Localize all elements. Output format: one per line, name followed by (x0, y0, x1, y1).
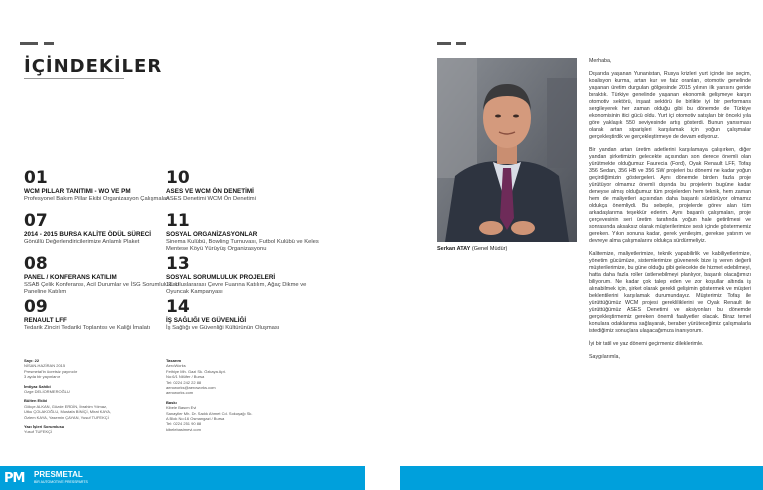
credit-line: No:6/1 Nilüfer / Bursa (166, 374, 205, 380)
credit-label: Baskı (166, 399, 177, 405)
closing: Saygılarımla, (589, 354, 620, 360)
credit-line: kibelebasimevi.com (166, 426, 201, 432)
caption-role: (Genel Müdür) (471, 246, 508, 252)
credit-label: Bülten Ekibi (24, 398, 48, 404)
credit-line: aeroworks.com (166, 390, 194, 396)
credit-line: Gökçe ALKAN, Gözde ERDİN, İbrahim Yılmaz, (24, 403, 108, 409)
credit-line: Utku ÇOLAKOĞLU, Mustafa BİNİÇİ, Mirat KAYA, (24, 409, 111, 415)
credits-column-left (24, 358, 174, 439)
toc-heading: WCM PILLAR TANITIMI - WO VE PM (24, 188, 131, 195)
credit-block (24, 424, 174, 435)
credit-block (24, 384, 174, 395)
letter-body (589, 58, 751, 367)
toc-description: Tedarik Zinciri Tedariki Toplantısı ve Kaliği İmalatı (24, 325, 151, 331)
credit-line: A Blok No:16 Osmangazi / Bursa (166, 416, 225, 422)
toc-heading: SOSYAL SORUMLULUK PROJELERİ (166, 274, 276, 281)
footer-bar-right (400, 466, 763, 490)
photo-caption (437, 246, 507, 252)
toc-heading: SOSYAL ORGANİZASYONLAR (166, 231, 258, 238)
brand-subtitle: BİR AUTOMOTIVE PRESSPARTS (34, 480, 88, 484)
toc-item[interactable] (24, 213, 184, 246)
toc-page-number: 14 (166, 297, 190, 317)
credit-label: Sayı: 22 (24, 358, 40, 363)
toc-item[interactable] (166, 256, 326, 296)
toc-page-number: 01 (24, 168, 48, 188)
credit-block (24, 358, 174, 380)
credit-line: Presmetal'in ücretsiz yayınıdır (24, 368, 78, 374)
toc-description: Profesyonel Bakım Pillar Ekibi Organizasyon Çalışmaları (24, 196, 170, 202)
pm-logo-icon: PM (4, 471, 25, 486)
letter-paragraph: Bir yandan artan üretim adetlerini karşılamaya çalışırken, diğer yandan şirketimizin gelecekte açısından son derece önemli olan yürütmekte olduğumuz Faurecia (Ford), Oyak Renault LFF, Tofaş 356 Sedan, 356 HB ve 356 SW projeleri bu dönemi ne kadar yoğun geçirdiğimizin göstergeleri. Aynı dönemde birden fazla proje yürütüyor olmamız önemli dışında bu projelerin bugüne kadar deneyse almış olduğumuz tüm projelerden hem teknik, hem zaman hem de maliyetleri açısından daha başarılı sürdürüyor olmamız oldukça önemliydi. Bu sebeple, projelerde görev alan tüm arkadaşlarıma teşekkür ederim. Aynı başarılı çalışmaları, proje çerçevesinin seri üretim tarafında yoğun hale getirilmesi ve sonrasında aksaksız olarak müşterilerimize seslı içinde göstermemiz gereken. Yıkın sonuna kadar, gerek yenileşim, gerekse yatırım ve devreye alma çalışmalarını oldukça sürdürmeliyiz. (589, 147, 751, 244)
toc-item[interactable] (24, 256, 184, 296)
toc-item[interactable] (24, 299, 184, 332)
toc-description: ASES Denetimi WCM Ön Denetimi (166, 196, 256, 202)
toc-heading: ASES VE WCM ÖN DENETİMİ (166, 188, 254, 195)
credit-line: NİSAN-HAZİRAN 2015 (24, 363, 66, 369)
toc-description: Gönüllü Değerlendiricilerimize Anlamlı Plaket (24, 239, 140, 245)
credit-line: AeroWorks (166, 363, 186, 369)
decorative-rule (456, 42, 466, 45)
letter-paragraph: İyi bir tatil ve yaz dönemi geçirmeniz dileklerimle. (589, 341, 704, 347)
brand-logo (4, 469, 88, 487)
credit-block (166, 400, 316, 432)
toc-heading: İŞ SAĞLIĞI VE GÜVENLİĞİ (166, 317, 247, 324)
toc-page-number: 08 (24, 254, 48, 274)
footer-bar (0, 466, 365, 490)
portrait-photo (437, 58, 577, 242)
toc-description: 11. Uluslararası Çevre Fuarına Katılım, Ağaç Dikme ve Oyuncak Kampanyası (166, 282, 307, 295)
toc-page-number: 13 (166, 254, 190, 274)
letter-paragraph: Kalitemize, maliyetlerimize, teknik yapabilirlik ve kabiliyetlerimize, yönetim gücümüze, sistemlerimize güvenerek bize iş veren değerli müşterilerimize, bu güne olduğu gibi gelecekte de hizmet edebilmeyi, hatta daha fazla roller üstlenebilmeyi planlıyor, başarılı olacağımızı biliyorum. Ne kadar çok talep eden ve zor koşullar altında iş alınabilmek için, şirket olarak gerekli gelişimin göstermek ve müşteri beklentilerini karşılamak durumundayız. Müşterimiz Tofaş ile yürüttüğümüz WCM projesi gerekliliklerini ve Oyak Renault ile yürüttüğümüz ASES Denetimi ve aksiyonları bu dönemde gerçekleştirmemiz gereken önemli faaliyetler olacak. Biraz temel konulara odaklanma sağlayarak, beraber yürüteceğimiz çalışmalarla istediğimiz sonuçlara ulaşacağımıza inanıyorum. (589, 251, 751, 334)
page-gutter (365, 0, 400, 490)
letter-paragraph: Dışarıda yaşanan Yunanistan, Rusya krizleri yurt içinde ise seçim, koalisyon kurma, artan kur ve faiz oranları, otomotiv genelinde yaşanan üretim durgulan gölgesinde 2015 yılının ilk yarısını geride bıraktık. Türkiye genelinde yaşanan ekonomik gelişmeye karşın otomotiv sektörü, inşaat sektörü ile birlikte iyi bir performans sergileyerek her zaman olduğu gibi bu dönemde de Türkiye ekonomisinin itici gücü oldu. Yurt içi otomotiv satışları bir önceki yıla göre yaklaşık 550 seviyesinde artış gösterdi. Bunun yansıması olarak artan siparişleri karşılamak için yoğun çalışmalar gerçekleştirdik ve gerçekleştirmeye de devam ediyoruz. (589, 71, 751, 140)
toc-description: Sinema Kulübü, Bowling Turnuvası, Futbol Kulübü ve Keles Mentese Köyü Yürüyüş Organizasyonu (166, 239, 319, 252)
toc-page-number: 09 (24, 297, 48, 317)
toc-page-number: 07 (24, 211, 48, 231)
credit-line: 3 ayda bir yayınlanır (24, 374, 61, 380)
greeting: Merhaba, (589, 58, 612, 64)
toc-description: SSAB Çelik Konferansı, Acil Durumlar ve İSG Sorumlulukları Paneline Katılım (24, 282, 180, 295)
credit-block (166, 358, 316, 396)
page-title: İÇİNDEKİLER (24, 56, 163, 77)
credit-label: Yazı İşleri Sorumlusu (24, 424, 65, 430)
credit-line: Sanayiler Mh. Dr. Sadık Ahmet Cd. Sokuşağı Sk. (166, 410, 253, 416)
toc-item[interactable] (166, 299, 326, 332)
toc-item[interactable] (166, 213, 326, 253)
toc-page-number: 10 (166, 168, 190, 188)
credits-column-right (166, 358, 316, 436)
credit-line: Özlem KAYA, Yasemin ÇAYAN, Yusuf TUFEKÇİ (24, 414, 109, 420)
left-page (0, 0, 365, 490)
credit-label: Tasarım (166, 358, 182, 363)
brand-name: PRESMETAL (34, 470, 83, 479)
decorative-rule (437, 42, 451, 45)
credit-line: aeroworks@aeroworks.com (166, 385, 216, 391)
caption-name: Serkan ATAY (437, 246, 471, 252)
right-page (400, 0, 763, 490)
toc-heading: PANEL / KONFERANS KATILIM (24, 274, 117, 281)
credit-label: İmtiyaz Sahibi (24, 383, 51, 389)
toc-heading: RENAULT LFF (24, 317, 67, 324)
portrait-illustration (437, 58, 577, 242)
decorative-rule (44, 42, 54, 45)
credit-line: Tel: 0224 242 22 88 (166, 379, 202, 385)
decorative-rule (20, 42, 38, 45)
credit-block (24, 398, 174, 420)
credit-line: Tel: 0224 251 90 88 (166, 421, 202, 427)
toc-description: İş Sağlığı ve Güvenliği Kültürünün Oluşması (166, 325, 280, 331)
credit-line: Yusuf TUFEKÇİ (24, 429, 53, 435)
toc-page-number: 11 (166, 211, 190, 231)
toc-item[interactable] (24, 170, 184, 203)
title-divider (24, 78, 124, 79)
credit-line: Kibele Basım Evi (166, 405, 197, 411)
credit-line: Fethiye Mh. Gazi Sk. Özkaya Apt. (166, 368, 226, 374)
credit-line: Ozge DELİORMEROĞLU (24, 389, 70, 395)
toc-heading: 2014 - 2015 BURSA KALİTE ÖDÜL SÜRECİ (24, 231, 152, 238)
toc-item[interactable] (166, 170, 326, 203)
